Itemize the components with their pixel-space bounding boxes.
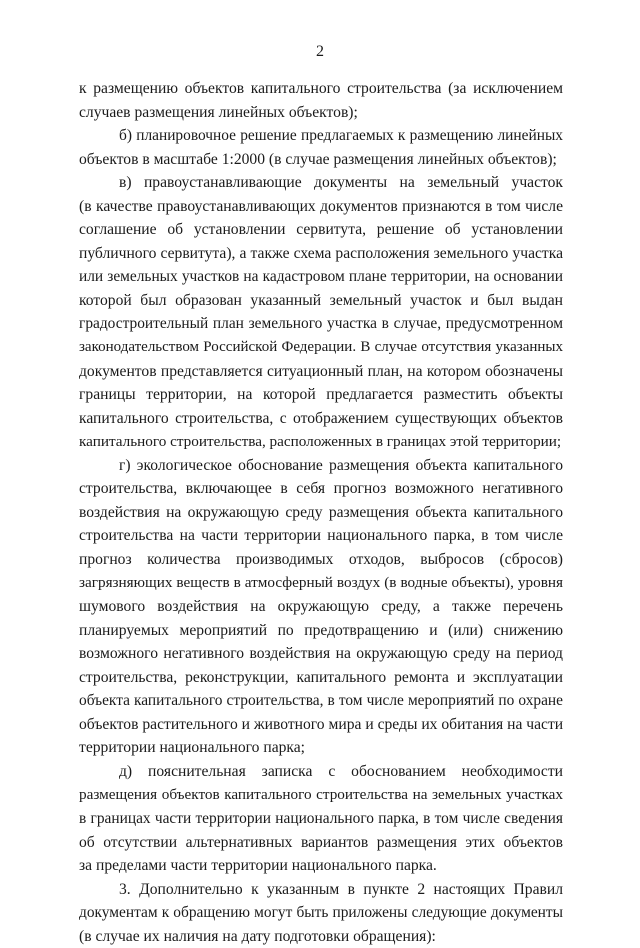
text-line: (в качестве правоустанавливающих документов признаются в том числе (79, 197, 563, 215)
text-line: объектов растительного и животного мира и среды их обитания на части (79, 715, 563, 733)
text-line: границы территории, на которой предлагается разместить объекты (79, 386, 563, 404)
text-line: публичного сервитута), а также схема расположения земельного участка (79, 244, 563, 262)
text-line: капитального строительства, с отображением существующих объектов (79, 409, 563, 427)
text-line: документов представляется ситуационный план, на котором обозначены (79, 362, 563, 380)
text-line: строительства на части территории национального парка, в том числе (79, 527, 563, 545)
text-line: д) пояснительная записка с обоснованием необходимости (119, 762, 563, 780)
text-line: градостроительный план земельного участка в случае, предусмотренном (79, 315, 563, 333)
text-line: (в случае их наличия на дату подготовки обращения): (79, 927, 436, 945)
text-line: строительства, включающее в себя прогноз возможного негативного (79, 480, 563, 498)
text-line: об отсутствии альтернативных вариантов размещения этих объектов (79, 833, 563, 851)
text-line: загрязняющих веществ в атмосферный воздух (в водные объекты), уровня (79, 574, 563, 592)
text-line: соглашение об установлении сервитута, решение об установлении (79, 221, 563, 239)
text-line: за пределами части территории национального парка. (79, 857, 437, 875)
text-line: капитального строительства, расположенных в границах этой территории; (79, 433, 562, 451)
text-line: территории национального парка; (79, 739, 306, 757)
text-line: объекта капитального строительства, в том числе мероприятий по охране (79, 692, 563, 710)
text-line: строительства, реконструкции, капитального ремонта и эксплуатации (79, 668, 563, 686)
text-line: прогноз количества производимых отходов, выбросов (сбросов) (79, 550, 563, 568)
page-number: 2 (316, 43, 324, 60)
text-line: случаев размещения линейных объектов); (79, 103, 358, 121)
text-line: в) правоустанавливающие документы на земельный участок (119, 174, 563, 192)
text-line: шумового воздействия на окружающую среду, а также перечень (79, 598, 563, 616)
text-line: 3. Дополнительно к указанным в пункте 2 настоящих Правил (119, 880, 563, 898)
text-line: размещения объектов капитального строительства на земельных участках (79, 786, 563, 804)
text-line: к размещению объектов капитального строительства (за исключением (79, 80, 563, 97)
text-line: которой был образован указанный земельный участок и был выдан (79, 291, 563, 309)
text-line: возможного негативного воздействия на окружающую среду на период (79, 645, 563, 663)
text-line: законодательством Российской Федерации. В случае отсутствия указанных (79, 339, 563, 356)
text-line: документам к обращению могут быть приложены следующие документы (79, 904, 563, 922)
text-line: объектов в масштабе 1:2000 (в случае размещения линейных объектов); (79, 150, 557, 168)
text-line: или земельных участков на кадастровом плане территории, на основании (79, 268, 563, 286)
text-line: воздействия на окружающую среду размещения объекта капитального (79, 503, 563, 521)
text-line: планируемых мероприятий по предотвращению и (или) снижению (79, 621, 563, 639)
text-line: г) экологическое обоснование размещения объекта капитального (119, 456, 563, 474)
document-body (79, 77, 563, 948)
text-line: б) планировочное решение предлагаемых к размещению линейных (119, 127, 563, 145)
text-line: в границах части территории национального парка, в том числе сведения (79, 809, 563, 827)
